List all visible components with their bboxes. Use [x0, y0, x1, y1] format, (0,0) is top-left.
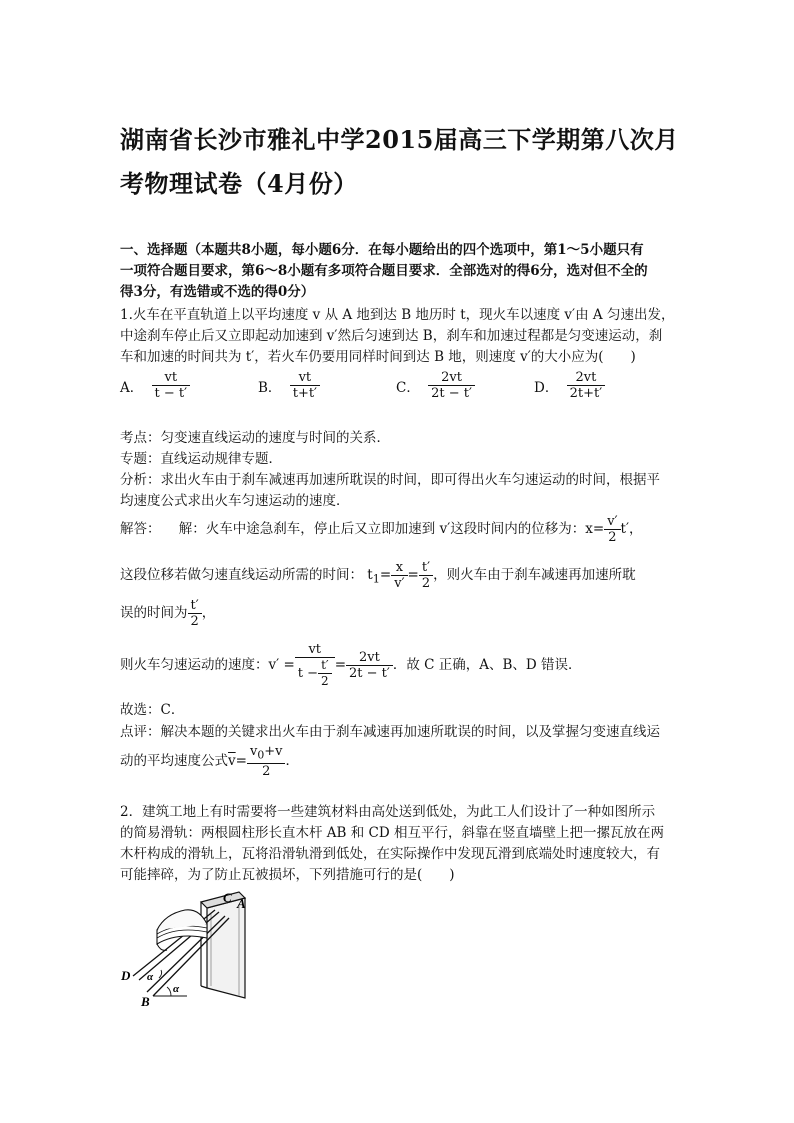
symbol: +v [264, 744, 283, 759]
q2-line: 2．建筑工地上有时需要将一些建筑材料由高处送到低处，为此工人们设计了一种如图所示 [120, 804, 656, 820]
option-fraction [152, 370, 191, 401]
option-label: B． [258, 379, 282, 396]
fraction [247, 744, 286, 779]
page-title: 湖南省长沙市雅礼中学2015届高三下学期第八次月考物理试卷（4月份） [120, 125, 679, 198]
label-alpha: α [173, 983, 180, 995]
label-a: A [237, 896, 246, 911]
label-b: B [141, 994, 150, 1009]
jieda-text: 解：火车中途急刹车，停止后又立即加速到 v′这段时间内的位移为：x= [178, 521, 605, 537]
tile-stack [157, 910, 207, 951]
jieda-label: 解答： [120, 521, 161, 537]
fraction [419, 560, 433, 591]
fraction-denominator: v′ [394, 576, 405, 591]
fraction-numerator: t′ [318, 658, 332, 674]
fraction [188, 598, 202, 629]
fraction [604, 514, 620, 545]
fraction-numerator [247, 744, 286, 764]
jieda-text: 这段位移若做匀速直线运动所需的时间： [120, 567, 363, 583]
equals: = [407, 567, 419, 583]
average-velocity-symbol: $\overline{v}$ [228, 752, 236, 769]
fraction-denominator: 2 [321, 674, 329, 688]
fraction-denominator: 2 [262, 763, 271, 779]
q1-line: 车和加速的时间共为 t′，若火车仍要用同样时间到达 B 地，则速度 v′的大小应为( ) [120, 349, 636, 365]
inner-fraction [318, 658, 332, 689]
jieda-text: ， [201, 605, 216, 621]
zhuanti: 专题：直线运动规律专题． [120, 451, 282, 467]
fraction [391, 560, 407, 591]
fraction-numerator: vt [290, 370, 320, 386]
q2-line: 木杆构成的滑轨上，瓦将沿滑轨滑到低处，在实际操作中发现瓦滑到底端处时速度较大，有 [120, 846, 660, 862]
subscript: 1 [372, 572, 380, 586]
compound-fraction [295, 642, 335, 689]
label-c: C [223, 890, 232, 905]
q2-line: 可能摔碎，为了防止瓦被损坏，下列措施可行的是( ) [120, 867, 455, 883]
fraction-numerator: 2vt [428, 370, 475, 386]
jieda-line-4 [120, 642, 582, 689]
dianping-text: ． [285, 752, 299, 769]
fraction [346, 650, 393, 681]
dianping-line-2 [120, 744, 299, 779]
jieda-text: 则火车匀速运动的速度：v′ = [120, 657, 295, 673]
fraction-denominator: 2 [190, 614, 199, 629]
fenxi-line: 分析：求出火车由于刹车减速再加速所耽误的时间，即可得出火车匀速运动的时间，根据平 [120, 472, 660, 488]
jieda-text: ．故 C 正确，A、B、D 错误． [392, 657, 582, 673]
question-2-stem [120, 802, 690, 886]
kaodian: 考点：匀变速直线运动的速度与时间的关系． [120, 430, 390, 446]
section-line: 得3分，有选错或不选的得0分） [120, 284, 315, 300]
q1-line: 中途刹车停止后又立即起动加速到 v′然后匀速到达 B，刹车和加速过程都是匀变速运动，刹 [120, 328, 663, 344]
jieda-line-2 [120, 560, 690, 591]
den-text: t − [297, 666, 319, 681]
fraction-denominator: 2t − t′ [431, 386, 472, 401]
option-label: C． [396, 379, 420, 396]
option-b [258, 370, 320, 401]
dianping-line-1: 点评：解决本题的关键求出火车由于刹车减速再加速所耽误的时间，以及掌握匀变速直线运 [120, 724, 660, 740]
symbol: v [249, 744, 258, 759]
option-fraction [428, 370, 475, 401]
fraction-denominator: 2 [421, 576, 431, 591]
label-alpha: α [147, 971, 154, 983]
fraction-denominator: 2 [608, 530, 617, 545]
jieda-text: ，则火车由于刹车减速再加速所耽 [433, 567, 636, 583]
analysis-block [120, 428, 685, 512]
option-fraction [567, 370, 606, 401]
equals: = [235, 752, 247, 769]
equals: = [379, 567, 392, 583]
jieda-line-1 [120, 514, 690, 545]
symbol: t [367, 567, 373, 583]
fraction-numerator: 2vt [567, 370, 606, 386]
fraction-numerator: vt [152, 370, 191, 386]
answer-line: 故选：C． [120, 702, 185, 718]
label-d: D [121, 968, 131, 983]
dianping-text: 动的平均速度公式 [120, 752, 228, 769]
equals: = [334, 657, 346, 673]
jieda-text: 误的时间为 [120, 605, 188, 621]
q2-line: 的简易滑轨：两根圆柱形长直木杆 AB 和 CD 相互平行，斜靠在竖直墙壁上把一摞瓦放在两 [120, 825, 664, 841]
fraction-numerator: t′ [188, 598, 202, 614]
fraction-denominator: 2t+t′ [569, 386, 603, 401]
section-header [120, 240, 680, 303]
section-line: 一、选择题（本题共8小题，每小题6分．在每小题给出的四个选项中，第1～5小题只有 [120, 242, 644, 258]
section-line: 一项符合题目要求，第6～8小题有多项符合题目要求．全部选对的得6分，选对但不全的 [120, 263, 648, 279]
slide-rail-figure [115, 888, 275, 1013]
option-d [534, 370, 605, 401]
angle-arc [167, 987, 171, 996]
fraction-numerator: x [391, 560, 407, 576]
angle-arc [159, 970, 162, 978]
fraction-denominator [295, 658, 335, 689]
option-a [120, 370, 190, 401]
fenxi-line: 均速度公式求出火车匀速运动的速度． [120, 493, 350, 509]
fraction-numerator: v′ [604, 514, 620, 530]
fraction-denominator: 2t − t′ [349, 666, 390, 681]
fraction-numerator: t′ [419, 560, 433, 576]
question-1-stem [120, 305, 685, 368]
jieda-text: t′， [620, 521, 643, 537]
option-fraction [290, 370, 320, 401]
fraction-numerator: 2vt [346, 650, 393, 666]
jieda-line-3 [120, 598, 215, 629]
option-c [396, 370, 475, 401]
fraction-numerator: vt [295, 642, 335, 658]
option-label: A． [120, 379, 144, 396]
fraction-denominator: t+t′ [292, 386, 318, 401]
fraction-denominator: t − t′ [154, 386, 188, 401]
q1-line: 1.火车在平直轨道上以平均速度 v 从 A 地到达 B 地历时 t，现火车以速度 v′由 A 匀速出发， [120, 307, 675, 323]
option-label: D． [534, 379, 559, 396]
subscript: 0 [257, 748, 265, 762]
